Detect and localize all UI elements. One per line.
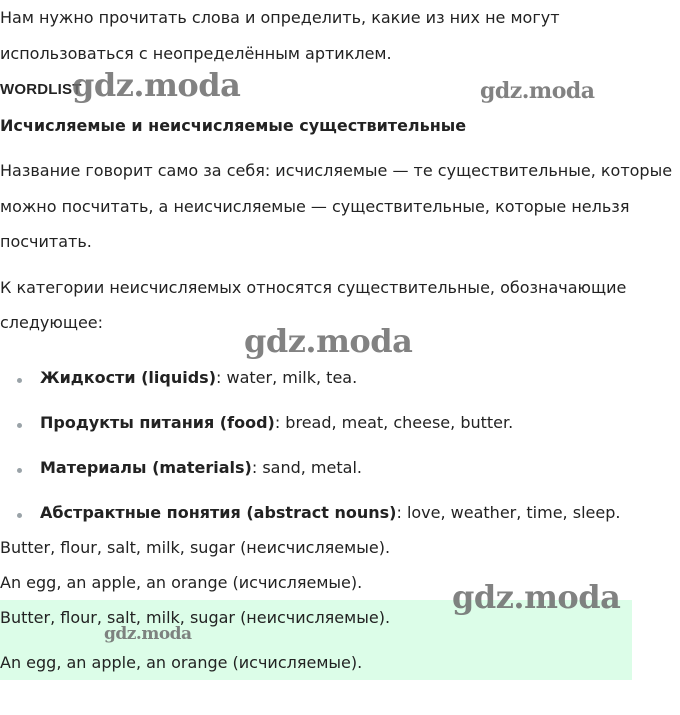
para1-line-1: Название говорит само за себя: исчисляемые — те существительные, которые [0,161,673,180]
list-item [40,413,513,433]
watermark: gdz.moda [452,578,621,616]
list-item-examples: : bread, meat, cheese, butter. [274,413,514,432]
list-item-examples: : sand, metal. [251,458,362,477]
list-item-term: Материалы (materials) [40,458,252,477]
bullet-icon [17,468,22,473]
list-item [40,458,362,478]
list-item-term: Продукты питания (food) [40,413,275,432]
para2-line-2: следующее: [0,313,104,332]
section-heading: Исчисляемые и неисчисляемые существительные [0,116,467,135]
intro-line-2: использоваться с неопределённым артиклем. [0,44,392,63]
bullet-icon [17,423,22,428]
list-item-term: Абстрактные понятия (abstract nouns) [40,503,397,522]
answer-line-1: Butter, flour, salt, milk, sugar (неисчисляемые). [0,538,391,557]
intro-line-1: Нам нужно прочитать слова и определить, какие из них не могут [0,8,560,27]
wordlist-label: WORDLIST [0,81,82,98]
list-item-examples: : love, weather, time, sleep. [396,503,621,522]
para1-line-3: посчитать. [0,232,92,251]
list-item [40,503,620,523]
list-item [40,368,357,388]
highlighted-answer-line-1: Butter, flour, salt, milk, sugar (неисчисляемые). [0,608,391,627]
answer-line-2: An egg, an apple, an orange (исчисляемые). [0,573,363,592]
watermark: gdz.moda [480,78,595,104]
watermark: gdz.moda [104,624,192,644]
watermark: gdz.moda [244,322,413,360]
para2-line-1: К категории неисчисляемых относятся существительные, обозначающие [0,278,627,297]
highlighted-answer-line-2: An egg, an apple, an orange (исчисляемые). [0,653,363,672]
list-item-examples: : water, milk, tea. [216,368,358,387]
watermark: gdz.moda [72,66,241,104]
bullet-icon [17,513,22,518]
para1-line-2: можно посчитать, а неисчисляемые — существительные, которые нельзя [0,197,630,216]
bullet-icon [17,378,22,383]
list-item-term: Жидкости (liquids) [40,368,217,387]
